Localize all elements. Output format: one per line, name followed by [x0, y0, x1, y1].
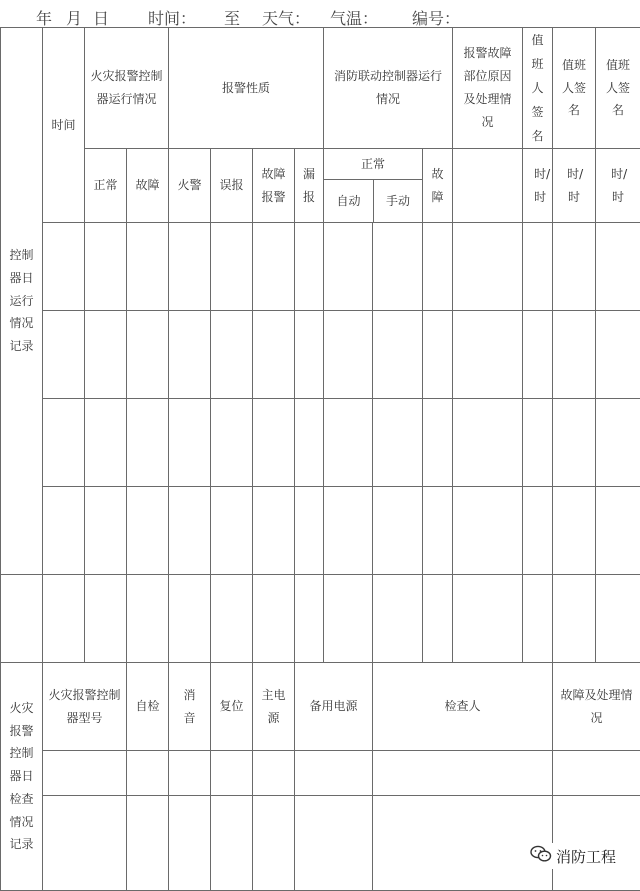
data-cell [253, 575, 295, 663]
data-cell [553, 311, 596, 399]
data-cell [324, 487, 373, 575]
duty-sign-header-1: 值班人签名 [523, 28, 553, 149]
data-cell [169, 311, 211, 399]
linkage-normal-cell [324, 149, 423, 223]
data-cell [523, 223, 553, 311]
data-cell [85, 399, 127, 487]
table-row [1, 575, 640, 663]
section1-subheader-row [1, 149, 640, 223]
data-cell [373, 311, 423, 399]
data-cell [211, 399, 253, 487]
data-cell [553, 399, 596, 487]
data-cell [169, 399, 211, 487]
data-cell [169, 487, 211, 575]
data-cell [523, 487, 553, 575]
data-cell [423, 311, 453, 399]
duty-sign-header-3: 值班人签名 [596, 28, 640, 149]
data-cell [373, 487, 423, 575]
header-year: 年 [36, 6, 52, 29]
time-slash-header-2: 时/时 [553, 149, 596, 223]
fault-reason-subheader-cell [453, 149, 523, 223]
data-cell [43, 487, 85, 575]
data-cell [295, 796, 373, 891]
data-cell [295, 223, 324, 311]
data-cell [43, 399, 85, 487]
data-cell [295, 751, 373, 796]
data-cell [453, 487, 523, 575]
header-weather-label: 天气： [262, 6, 310, 29]
data-cell [211, 311, 253, 399]
data-cell [324, 311, 373, 399]
data-cell [324, 575, 373, 663]
fault-reason-header: 报警故障部位原因及处理情况 [453, 28, 523, 149]
data-cell [253, 751, 295, 796]
header-day: 日 [93, 6, 109, 29]
data-cell [127, 751, 169, 796]
table-row [1, 487, 640, 575]
data-cell [211, 751, 253, 796]
false-alarm-header: 误报 [211, 149, 253, 223]
data-cell [211, 223, 253, 311]
silence-header: 消音 [169, 663, 211, 751]
data-cell [453, 399, 523, 487]
data-cell [85, 575, 127, 663]
data-cell [423, 223, 453, 311]
fire-alarm-header: 火警 [169, 149, 211, 223]
fault-alarm-header: 故障报警 [253, 149, 295, 223]
data-cell [85, 223, 127, 311]
data-cell [596, 575, 640, 663]
data-cell [453, 311, 523, 399]
data-cell [85, 311, 127, 399]
data-cell [596, 399, 640, 487]
wechat-icon [530, 845, 552, 867]
data-cell [295, 487, 324, 575]
data-cell [324, 399, 373, 487]
data-cell [43, 311, 85, 399]
table-row [1, 223, 640, 311]
data-cell [523, 311, 553, 399]
data-cell [295, 399, 324, 487]
data-cell [423, 575, 453, 663]
data-cell [373, 796, 553, 891]
data-cell [373, 751, 553, 796]
data-cell [43, 796, 127, 891]
data-cell [211, 796, 253, 891]
reset-header: 复位 [211, 663, 253, 751]
data-cell [169, 223, 211, 311]
data-cell [523, 399, 553, 487]
linkage-controller-header: 消防联动控制器运行情况 [324, 28, 453, 149]
data-cell [1, 575, 43, 663]
controller-model-header: 火灾报警控制器型号 [43, 663, 127, 751]
section2-title: 火灾报警控制器日检查情况记录 [1, 663, 43, 891]
data-cell [553, 487, 596, 575]
normal-header: 正常 [85, 149, 127, 223]
data-cell [453, 575, 523, 663]
data-cell [596, 223, 640, 311]
data-cell [127, 399, 169, 487]
data-cell [423, 399, 453, 487]
main-power-header: 主电源 [253, 663, 295, 751]
data-cell [373, 399, 423, 487]
section2-header-row [1, 663, 640, 751]
watermark [528, 843, 622, 869]
data-cell [253, 223, 295, 311]
table-row [1, 311, 640, 399]
data-cell [596, 487, 640, 575]
header-number-label: 编号： [412, 6, 460, 29]
backup-power-header: 备用电源 [295, 663, 373, 751]
alarm-nature-header: 报警性质 [169, 28, 324, 149]
inspection-log-table [0, 27, 640, 891]
data-cell [253, 311, 295, 399]
data-cell [523, 575, 553, 663]
time-slash-header-3: 时/时 [596, 149, 640, 223]
inspector-header: 检查人 [373, 663, 553, 751]
data-cell [43, 751, 127, 796]
data-cell [553, 751, 640, 796]
data-cell [127, 575, 169, 663]
data-cell [127, 796, 169, 891]
data-cell [127, 223, 169, 311]
data-cell [253, 487, 295, 575]
data-cell [253, 399, 295, 487]
data-cell [553, 575, 596, 663]
header-month: 月 [66, 6, 82, 29]
data-cell [423, 487, 453, 575]
data-cell [453, 223, 523, 311]
watermark-text: 消防工程 [556, 846, 616, 867]
duty-sign-header-2: 值班人签名 [553, 28, 596, 149]
data-cell [373, 223, 423, 311]
data-cell [211, 575, 253, 663]
data-cell [127, 311, 169, 399]
header-time-label: 时间： [148, 6, 196, 29]
col-time-header: 时间 [43, 28, 85, 223]
data-cell [253, 796, 295, 891]
manual-header: 手动 [374, 180, 422, 222]
fault-handling-header: 故障及处理情况 [553, 663, 640, 751]
fire-controller-header: 火灾报警控制器运行情况 [85, 28, 169, 149]
data-cell [295, 575, 324, 663]
data-cell [169, 796, 211, 891]
header-temperature-label: 气温： [330, 6, 378, 29]
data-cell [553, 223, 596, 311]
section1-header-row [1, 28, 640, 149]
data-cell [169, 751, 211, 796]
data-cell [127, 487, 169, 575]
linkage-normal-header: 正常 [324, 149, 422, 180]
data-cell [324, 223, 373, 311]
data-cell [85, 487, 127, 575]
data-cell [596, 311, 640, 399]
missed-alarm-header: 漏报 [295, 149, 324, 223]
self-check-header: 自检 [127, 663, 169, 751]
data-cell [211, 487, 253, 575]
data-cell [169, 575, 211, 663]
linkage-normal-split [324, 180, 422, 222]
time-slash-header-1: 时/时 [523, 149, 553, 223]
header-to: 至 [224, 6, 240, 29]
section1-title: 控制器日运行情况记录 [1, 28, 43, 575]
data-cell [295, 311, 324, 399]
auto-header: 自动 [324, 180, 374, 222]
fault-header: 故障 [127, 149, 169, 223]
data-cell [373, 575, 423, 663]
data-cell [43, 575, 85, 663]
linkage-fault-header: 故障 [423, 149, 453, 223]
data-cell [43, 223, 85, 311]
table-row [1, 399, 640, 487]
table-row [1, 751, 640, 796]
